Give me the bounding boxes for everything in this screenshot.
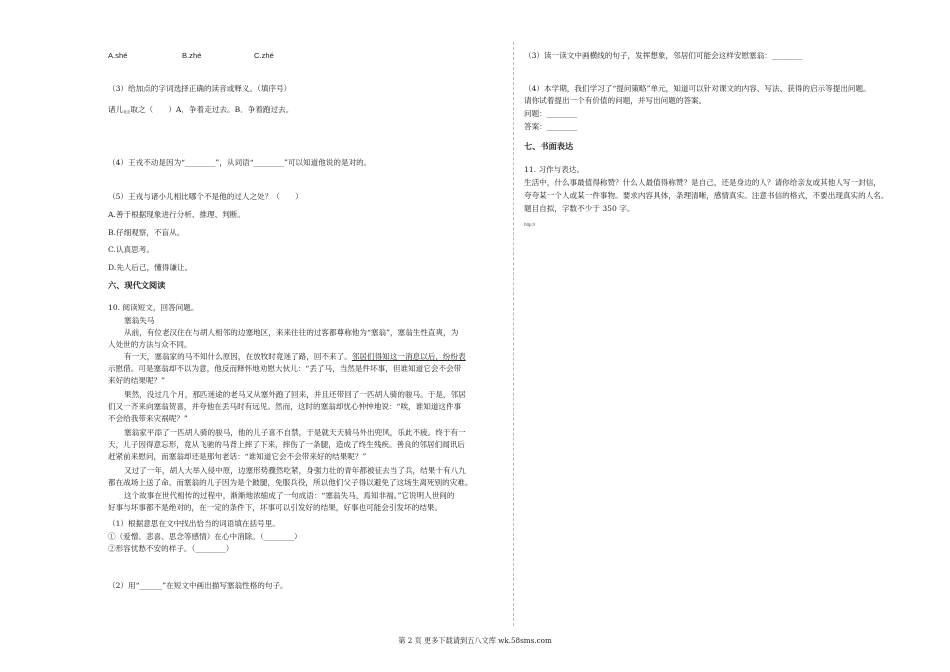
q5-prompt: （5）王戎与诸小儿相比哪个不是他的过人之处？（ ） [108, 192, 303, 201]
q5-option-c: C.认真思考。 [108, 245, 154, 254]
passage-line: 这个故事在世代相传的过程中，渐渐地浓缩成了一句成语：“塞翁失马，焉知非福。”它说明人世间的 [124, 491, 455, 500]
passage-line: 从前，有位老汉住在与胡人相邻的边塞地区，来来往往的过客都尊称他为“塞翁”，塞翁生性直爽，为 [124, 328, 459, 337]
passage-line: 有一天，塞翁家的马不知什么原因，在放牧时竟迷了路，回不来了。邻居们得知这一消息以后，纷纷表 [124, 352, 466, 361]
passage-line: 人处世的方法与众不同。 [108, 340, 192, 349]
option-c: C.zhé [254, 51, 274, 60]
passage-line: 们又一齐来向塞翁贺喜，并夸他在丢马时有远见。然而，这时的塞翁却忧心忡忡地说：“唉，谁知道这件事 [108, 402, 462, 411]
q5-option-a: A.善于根据现象进行分析、推理、判断。 [108, 210, 245, 219]
passage-line: 塞翁家平添了一匹胡人骑的骏马，他的儿子喜不自禁，于是就天天骑马外出兜风，乐此不疲。终于有一 [124, 428, 466, 437]
q10-sub1-item-1: ①（爱憎、悲喜、思念等感情）在心中消除。（________） [108, 532, 302, 541]
q5-option-b: B.仔细观察，不盲从。 [108, 228, 185, 237]
passage-line: 来好的结果呢？” [108, 376, 166, 385]
section-6-heading: 六、现代文阅读 [108, 281, 166, 290]
q10-sub2-prompt: （2）用“______”在短文中画出描写塞翁性格的句子。 [108, 581, 288, 590]
passage-line: 果然，没过几个月，那匹迷途的老马又从塞外跑了回来，并且还带回了一匹胡人骑的骏马。于是，邻居 [124, 390, 466, 399]
question-answer-line: 问题：________ [524, 109, 578, 118]
underlined-sentence: 邻居们得知这一消息以后，纷纷表 [351, 352, 466, 361]
passage-line: 都在战场上送了命。而塞翁的儿子因为是个跛腿，免服兵役，所以他们父子得以避免了这场生离死别的灾难。 [108, 478, 473, 487]
q11-line: 题目自拟，字数不少于 350 字。 [524, 204, 635, 213]
answer-line: 答案：________ [524, 122, 578, 131]
section-7-heading: 七、书面表达 [524, 142, 574, 151]
right-q4-line: （4）本学期，我们学习了“提问策略”单元，知道可以针对课文的内容、写法、获得的启示等提出问题。 [524, 84, 871, 93]
passage-line: 好事与坏事都不是绝对的，在一定的条件下，坏事可以引发好的结果，好事也可能会引发坏的结果。 [108, 503, 443, 512]
q10-sub1-prompt: （1）根据意思在文中找出恰当的词语填在括号里。 [108, 519, 280, 528]
q11-line: 生活中，什么事最值得称赞？什么人最值得称赞？是自己，还是身边的人？请你给亲友或其他人写一封信， [524, 178, 881, 187]
q10-prompt: 10. 阅读短文，回答问题。 [108, 303, 199, 312]
page-footer: 第 2 页 更多下载请到五八文库 wk.58sms.com [398, 636, 552, 645]
q10-sub1-item-2: ②形容忧愁不安的样子。（________） [108, 544, 234, 553]
right-q4-line: 请你试着提出一个有价值的问题，并写出问题的答案。 [524, 96, 707, 105]
passage-line: 示慰借。可是塞翁却不以为意，他反而释怀地劝慰大伙儿：“丢了马，当然是件坏事，但谁知道它会不会带 [108, 364, 462, 373]
q3-prefix: 诸儿 [108, 105, 124, 114]
passage-line: 赶紧前来慰问，而塞翁却还是那句老话：“谁知道它会不会带来好的结果呢？” [108, 452, 367, 461]
right-q3-prompt: （3）读一读文中画横线的句子，发挥想象，邻居们可能会这样安慰塞翁：________ [524, 51, 803, 60]
option-a: A.shé [108, 51, 128, 60]
q3-suffix: 取之（ ）A．争着走过去。B．争着跑过去。 [130, 105, 294, 114]
passage-line: 不会给我带来灾祸呢？” [108, 414, 188, 423]
q3-prompt: （3）给加点的字词选择正确的读音或释义。（填序号） [108, 84, 292, 93]
passage-line: 又过了一年，胡人大举入侵中原，边塞形势骤然吃紧，身强力壮的青年都被征去当了兵，结果十有八九 [124, 466, 466, 475]
q4-prompt: （4）王戎不动是因为“________”，从词语“________”可以知道他说的是对的。 [108, 158, 372, 167]
small-mark: http:// [524, 222, 536, 227]
q10-title: 塞翁失马 [124, 316, 155, 325]
q3-line [108, 104, 293, 118]
q11-line: 11. 习作与表达。 [524, 165, 585, 174]
option-b: B.zhé [182, 51, 202, 60]
q3-dotted-word: 竞走 [123, 110, 131, 114]
q11-line: 夸夸某一个人或某一件事物。要求内容具体，条理清晰，感情真实。注意书信的格式，不要出现真实的人名。 [524, 191, 889, 200]
column-divider [513, 42, 514, 626]
passage-line: 天，儿子因得意忘形，竟从飞驰的马背上摔了下来，摔伤了一条腿，造成了终生残疾。善良的邻居们闻讯后 [108, 440, 465, 449]
q5-option-d: D.先人后己，懂得谦让。 [108, 263, 193, 272]
